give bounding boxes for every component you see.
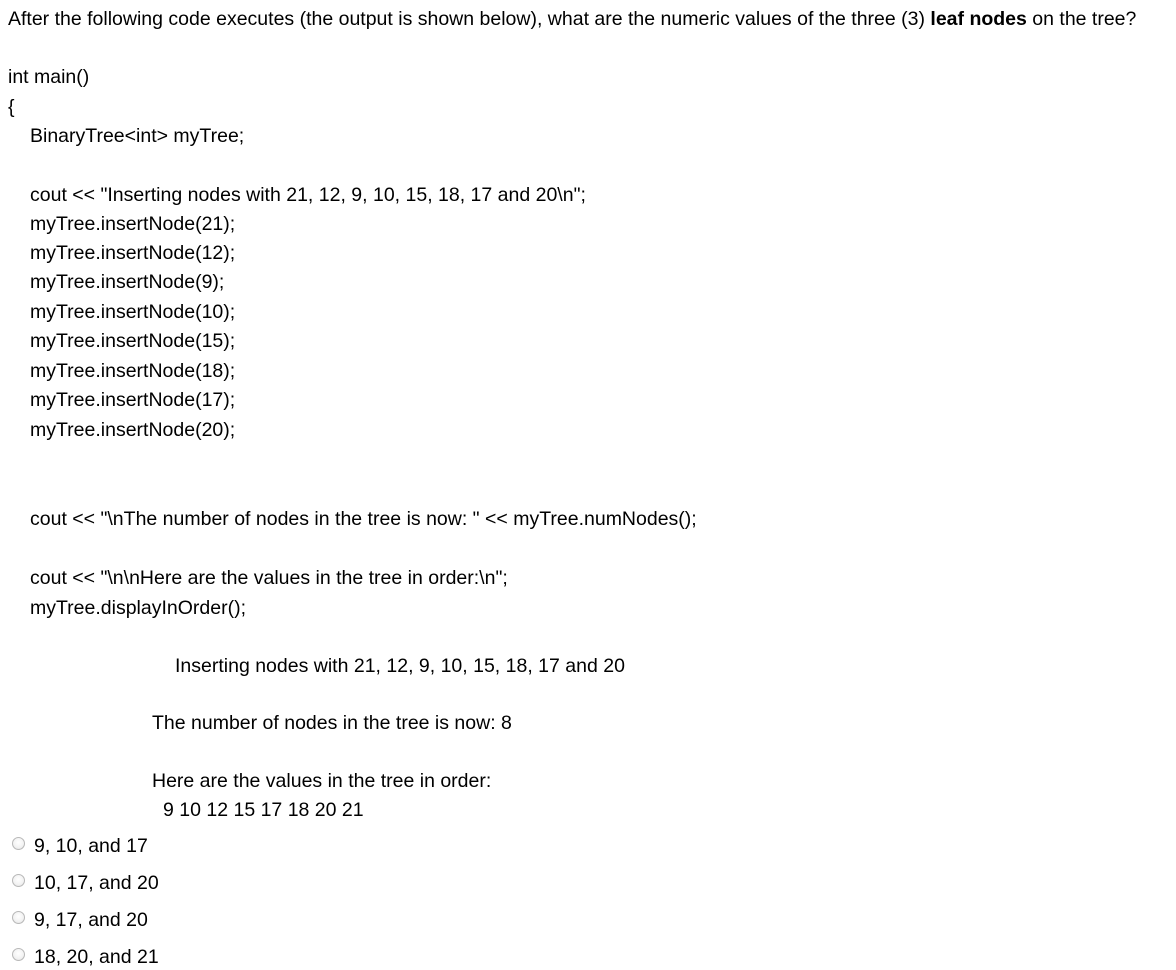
radio-button[interactable] <box>12 948 25 961</box>
question-suffix: on the tree? <box>1026 8 1137 30</box>
question-prefix: After the following code executes (the output is shown below), what are the numeric values of the three (3) <box>8 8 931 30</box>
output-inserting: Inserting nodes with 21, 12, 9, 10, 15, 18, 17 and 20 <box>175 655 625 677</box>
code-cout-order: cout << "\n\nHere are the values in the tree in order:\n"; <box>30 567 508 589</box>
code-insert-line: myTree.insertNode(10); <box>30 301 236 323</box>
code-insert-line: myTree.insertNode(17); <box>30 389 236 411</box>
code-insert-line: myTree.insertNode(9); <box>30 271 225 293</box>
answer-option[interactable] <box>12 834 148 858</box>
answer-option[interactable] <box>12 908 148 932</box>
code-display-call: myTree.displayInOrder(); <box>30 597 246 619</box>
code-insert-line: myTree.insertNode(20); <box>30 419 236 441</box>
question-bold: leaf nodes <box>930 8 1027 30</box>
answer-option[interactable] <box>12 871 159 895</box>
code-open-brace: { <box>8 96 15 118</box>
code-signature: int main() <box>8 66 90 88</box>
answer-option-label[interactable]: 9, 10, and 17 <box>34 835 148 857</box>
output-order-values: 9 10 12 15 17 18 20 21 <box>163 799 364 821</box>
answer-option-label[interactable]: 18, 20, and 21 <box>34 946 159 968</box>
answer-option-label[interactable]: 9, 17, and 20 <box>34 909 148 931</box>
output-count: The number of nodes in the tree is now: 8 <box>152 712 512 734</box>
code-cout-count: cout << "\nThe number of nodes in the tree is now: " << myTree.numNodes(); <box>30 508 697 530</box>
code-cout-insert: cout << "Inserting nodes with 21, 12, 9, 10, 15, 18, 17 and 20\n"; <box>30 184 586 206</box>
question-text <box>8 8 1136 30</box>
code-insert-line: myTree.insertNode(12); <box>30 242 236 264</box>
radio-button[interactable] <box>12 874 25 887</box>
answer-option-label[interactable]: 10, 17, and 20 <box>34 872 159 894</box>
code-insert-line: myTree.insertNode(18); <box>30 360 236 382</box>
output-order-heading: Here are the values in the tree in order: <box>152 770 492 792</box>
radio-button[interactable] <box>12 837 25 850</box>
code-insert-line: myTree.insertNode(15); <box>30 330 236 352</box>
code-declaration: BinaryTree<int> myTree; <box>30 125 245 147</box>
answer-option[interactable] <box>12 945 159 969</box>
radio-button[interactable] <box>12 911 25 924</box>
code-insert-line: myTree.insertNode(21); <box>30 213 236 235</box>
